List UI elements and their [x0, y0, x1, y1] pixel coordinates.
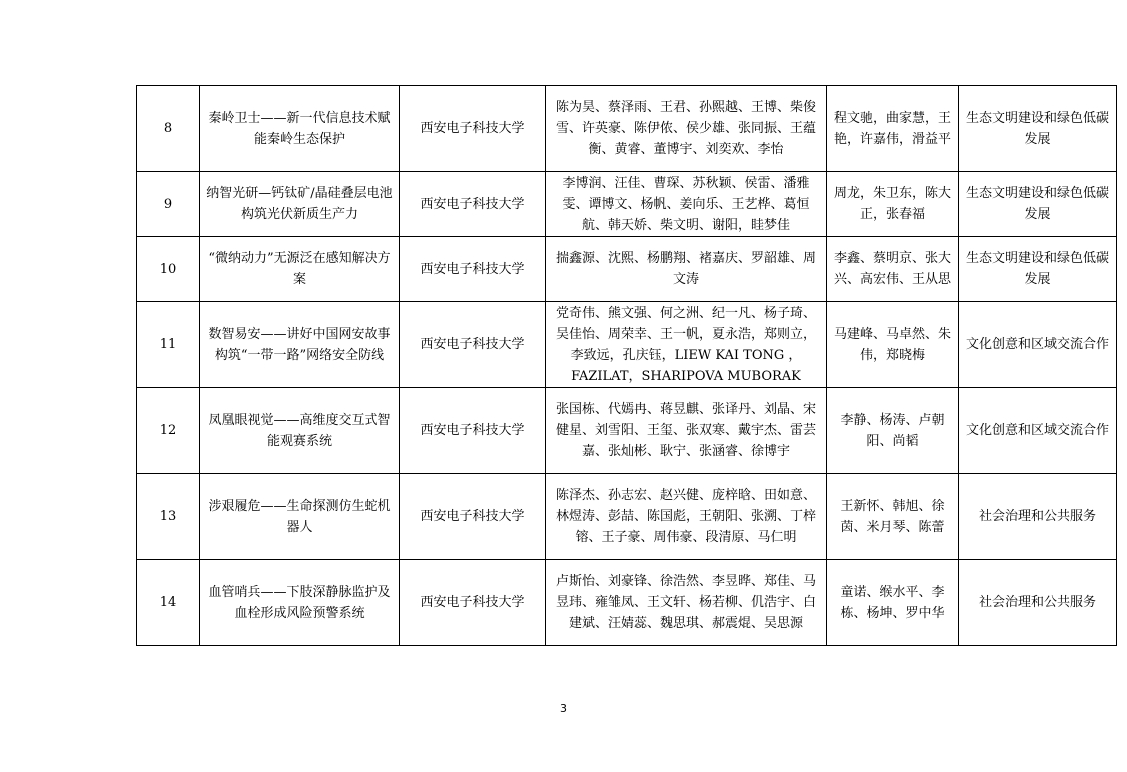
project-name: 纳智光研—钙钛矿/晶硅叠层电池构筑光伏新质生产力	[200, 172, 400, 237]
project-name: 涉艰履危——生命探测仿生蛇机器人	[200, 474, 400, 560]
page-number: 3	[560, 702, 567, 715]
row-number: 11	[137, 302, 200, 388]
team-members: 陈泽杰、孙志宏、赵兴健、庞梓晗、田如意、林煜涛、彭喆、陈国彪，王朝阳、张溯、丁梓镕、王子豪、周伟豪、段清原、马仁明	[546, 474, 827, 560]
table-row	[137, 302, 1117, 388]
advisors: 李鑫、蔡明京、张大兴、高宏伟、王从思	[827, 237, 959, 302]
school-name: 西安电子科技大学	[400, 237, 546, 302]
project-name: 凤凰眼视觉——高维度交互式智能观赛系统	[200, 388, 400, 474]
team-members: 党奇伟、熊文强、何之洲、纪一凡、杨子琦、吴佳怡、周荣幸、王一帆，夏永浩，郑则立，李致远，孔庆钰，LIEW KAI TONG ，FAZILAT，SHARIPOVA MUBORAK	[546, 302, 827, 388]
row-number: 13	[137, 474, 200, 560]
advisors: 周龙，朱卫东，陈大正，张春福	[827, 172, 959, 237]
row-number: 8	[137, 86, 200, 172]
project-name: 数智易安——讲好中国网安故事 构筑“一带一路”网络安全防线	[200, 302, 400, 388]
table-row	[137, 560, 1117, 646]
track-category: 生态文明建设和绿色低碳发展	[959, 86, 1117, 172]
project-name: 秦岭卫士——新一代信息技术赋能秦岭生态保护	[200, 86, 400, 172]
row-number: 9	[137, 172, 200, 237]
track-category: 社会治理和公共服务	[959, 560, 1117, 646]
table-row	[137, 86, 1117, 172]
track-category: 社会治理和公共服务	[959, 474, 1117, 560]
team-members: 揣鑫源、沈熙、杨鹏翔、褚嘉庆、罗韶雄、周文涛	[546, 237, 827, 302]
advisors: 程文驰，曲家慧，王艳，许嘉伟，滑益平	[827, 86, 959, 172]
advisors: 李静、杨涛、卢朝阳、尚韬	[827, 388, 959, 474]
school-name: 西安电子科技大学	[400, 560, 546, 646]
table-row	[137, 388, 1117, 474]
row-number: 12	[137, 388, 200, 474]
school-name: 西安电子科技大学	[400, 86, 546, 172]
school-name: 西安电子科技大学	[400, 474, 546, 560]
team-members: 李博润、汪佳、曹琛、苏秋颖、侯雷、潘雅雯、谭博文、杨帆、姜向乐、王艺桦、葛恒航、韩天娇、柴文明、谢阳，眭梦佳	[546, 172, 827, 237]
table-row	[137, 237, 1117, 302]
school-name: 西安电子科技大学	[400, 388, 546, 474]
track-category: 文化创意和区域交流合作	[959, 302, 1117, 388]
awards-table	[136, 85, 1117, 646]
table-row	[137, 172, 1117, 237]
advisors: 童诺、缑水平、李栋、杨坤、罗中华	[827, 560, 959, 646]
school-name: 西安电子科技大学	[400, 302, 546, 388]
track-category: 生态文明建设和绿色低碳发展	[959, 237, 1117, 302]
school-name: 西安电子科技大学	[400, 172, 546, 237]
team-members: 陈为昊、蔡泽雨、王君、孙熙越、王博、柴俊雪、许英豪、陈伊侬、侯少雄、张同振、王蕴衡、黄睿、董博宇、刘奕欢、李怡	[546, 86, 827, 172]
project-name: 血管哨兵——下肢深静脉监护及血栓形成风险预警系统	[200, 560, 400, 646]
project-name: “微纳动力”无源泛在感知解决方案	[200, 237, 400, 302]
row-number: 14	[137, 560, 200, 646]
table-row	[137, 474, 1117, 560]
advisors: 马建峰、马卓然、朱伟，郑晓梅	[827, 302, 959, 388]
row-number: 10	[137, 237, 200, 302]
team-members: 卢斯怡、刘豪锋、徐浩然、李昱晔、郑佳、马昱玮、雍雏凤、王文轩、杨若柳、仉浩宇、白建斌、汪婧蕊、魏思琪、郝震焜、吴思源	[546, 560, 827, 646]
team-members: 张国栋、代嫣冉、蒋昱麒、张译丹、刘晶、宋健星、刘雪阳、王玺、张双寒、戴宇杰、雷芸嘉、张灿彬、耿宁、张涵睿、徐博宇	[546, 388, 827, 474]
track-category: 生态文明建设和绿色低碳发展	[959, 172, 1117, 237]
track-category: 文化创意和区域交流合作	[959, 388, 1117, 474]
advisors: 王新怀、韩旭、徐茵、米月琴、陈蕾	[827, 474, 959, 560]
